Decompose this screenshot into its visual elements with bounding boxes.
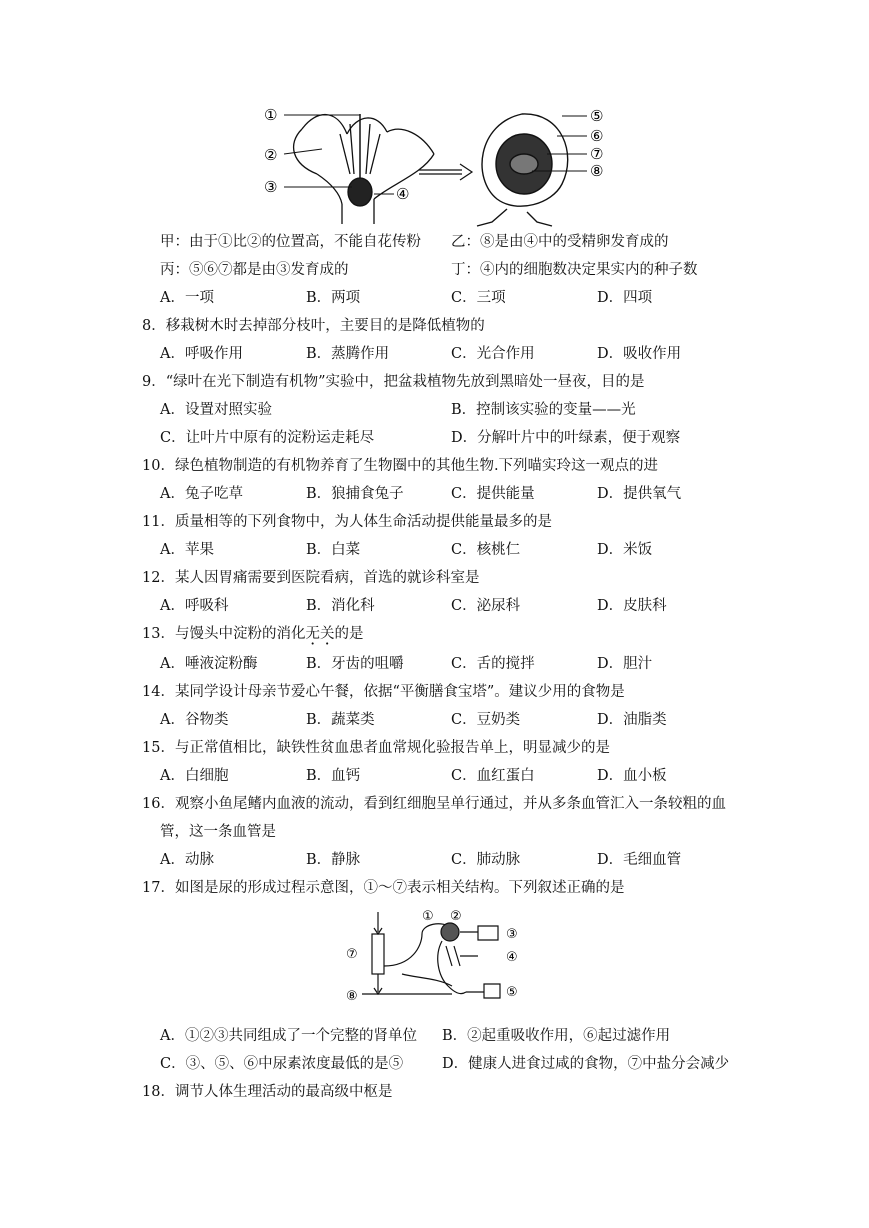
q9-option-d: D．分解叶片中的叶绿素，便于观察 xyxy=(451,430,681,446)
q11-option-a: A．苹果 xyxy=(160,542,214,558)
label-3: ③ xyxy=(264,178,278,196)
q10-option-c: C．提供能量 xyxy=(451,486,535,502)
nephron-label-1: ① xyxy=(422,909,434,924)
label-6: ⑥ xyxy=(590,127,604,145)
q9-option-b: B．控制该实验的变量——光 xyxy=(451,402,636,418)
q16-option-b: B．静脉 xyxy=(306,852,361,868)
q9-option-a: A．设置对照实验 xyxy=(160,402,272,418)
q16-option-a: A．动脉 xyxy=(160,852,214,868)
q13-option-c: C．舌的搅拌 xyxy=(451,656,535,672)
question-8: 8．移栽树木时去掉部分枝叶，主要目的是降低植物的 xyxy=(142,318,485,334)
question-18: 18．调节人体生理活动的最高级中枢是 xyxy=(142,1084,393,1100)
nephron-label-4: ④ xyxy=(506,950,518,965)
arrow-icon xyxy=(419,164,472,180)
question-14: 14．某同学设计母亲节爱心午餐，依据“平衡膳食宝塔”。建议少用的食物是 xyxy=(142,684,625,700)
nephron-label-8: ⑧ xyxy=(346,989,358,1004)
question-10: 10．绿色植物制造的有机物养育了生物圈中的其他生物.下列喵实玲这一观点的进 xyxy=(142,458,659,474)
fruit-drawing xyxy=(477,114,568,226)
nephron-label-3: ③ xyxy=(506,927,518,942)
q16-option-c: C．肺动脉 xyxy=(451,852,521,868)
q11-option-b: B．白菜 xyxy=(306,542,361,558)
question-13 xyxy=(142,624,363,644)
q11-option-d: D．米饭 xyxy=(597,542,653,558)
q13-option-a: A．唾液淀粉酶 xyxy=(160,656,258,672)
q11-option-c: C．核桃仁 xyxy=(451,542,521,558)
q15-option-a: A．白细胞 xyxy=(160,768,229,784)
q17-option-a: A．①②③共同组成了一个完整的肾单位 xyxy=(160,1028,417,1044)
nephron-label-2: ② xyxy=(450,909,462,924)
statement-bing: 丙：⑤⑥⑦都是由③发育成的 xyxy=(160,262,349,278)
label-1: ① xyxy=(264,106,278,124)
q7-option-b: B．两项 xyxy=(306,290,361,306)
q13-emphasis-2: 关 xyxy=(319,626,335,642)
q12-option-a: A．呼吸科 xyxy=(160,598,229,614)
q13-option-d: D．胆汁 xyxy=(597,656,653,672)
statement-ding: 丁：④内的细胞数决定果实内的种子数 xyxy=(451,262,698,278)
label-8: ⑧ xyxy=(590,162,604,180)
q12-option-d: D．皮肤科 xyxy=(597,598,667,614)
label-4: ④ xyxy=(396,185,410,203)
statement-jia: 甲：由于①比②的位置高，不能自花传粉 xyxy=(160,234,421,250)
q8-option-c: C．光合作用 xyxy=(451,346,535,362)
q15-option-c: C．血红蛋白 xyxy=(451,768,535,784)
q16-option-d: D．毛细血管 xyxy=(597,852,682,868)
q13-emphasis-1: 无 xyxy=(305,626,320,642)
question-12: 12．某人因胃痛需要到医院看病，首选的就诊科室是 xyxy=(142,570,480,586)
q14-option-a: A．谷物类 xyxy=(160,712,229,728)
flower-fruit-diagram xyxy=(262,104,622,228)
q7-option-c: C．三项 xyxy=(451,290,506,306)
q14-option-c: C．豆奶类 xyxy=(451,712,521,728)
q8-option-b: B．蒸腾作用 xyxy=(306,346,390,362)
nephron-diagram xyxy=(342,906,532,1016)
q17-option-d: D．健康人进食过咸的食物，⑦中盐分会减少 xyxy=(442,1056,730,1072)
question-9: 9．“绿叶在光下制造有机物”实验中，把盆栽植物先放到黑暗处一昼夜，目的是 xyxy=(142,374,645,390)
label-7: ⑦ xyxy=(590,145,604,163)
q13-stem-pre: 13．与馒头中淀粉的消化 xyxy=(142,626,306,642)
question-16-continued: 管，这一条血管是 xyxy=(160,824,276,840)
flower-drawing xyxy=(294,114,434,224)
q7-option-a: A．一项 xyxy=(160,290,214,306)
q12-option-c: C．泌尿科 xyxy=(451,598,521,614)
q13-option-b: B．牙齿的咀嚼 xyxy=(306,656,404,672)
question-15: 15．与正常值相比，缺铁性贫血患者血常规化验报告单上，明显减少的是 xyxy=(142,740,610,756)
q8-option-d: D．吸收作用 xyxy=(597,346,682,362)
q14-option-d: D．油脂类 xyxy=(597,712,667,728)
q13-stem-post: 的是 xyxy=(334,626,364,642)
label-5: ⑤ xyxy=(590,107,604,125)
q7-option-d: D．四项 xyxy=(597,290,653,306)
q15-option-d: D．血小板 xyxy=(597,768,667,784)
q14-option-b: B．蔬菜类 xyxy=(306,712,375,728)
statement-yi: 乙：⑧是由④中的受精卵发育成的 xyxy=(451,234,669,250)
nephron-label-7: ⑦ xyxy=(346,947,358,962)
q12-option-b: B．消化科 xyxy=(306,598,375,614)
question-17: 17．如图是尿的形成过程示意图，①～⑦表示相关结构。下列叙述正确的是 xyxy=(142,880,625,896)
q15-option-b: B．血钙 xyxy=(306,768,361,784)
question-11: 11．质量相等的下列食物中，为人体生命活动提供能量最多的是 xyxy=(142,514,552,530)
flower-pointers xyxy=(284,115,394,194)
q10-option-d: D．提供氧气 xyxy=(597,486,682,502)
q9-option-c: C．让叶片中原有的淀粉运走耗尽 xyxy=(160,430,375,446)
q17-option-c: C．③、⑤、⑥中尿素浓度最低的是⑤ xyxy=(160,1056,404,1072)
label-2: ② xyxy=(264,146,278,164)
question-16: 16．观察小鱼尾鳍内血液的流动，看到红细胞呈单行通过，并从多条血管汇入一条较粗的血 xyxy=(142,796,726,812)
q8-option-a: A．呼吸作用 xyxy=(160,346,243,362)
q10-option-b: B．狼捕食兔子 xyxy=(306,486,404,502)
q17-option-b: B．②起重吸收作用，⑥起过滤作用 xyxy=(442,1028,671,1044)
q10-option-a: A．兔子吃草 xyxy=(160,486,243,502)
nephron-label-5: ⑤ xyxy=(506,985,518,1000)
